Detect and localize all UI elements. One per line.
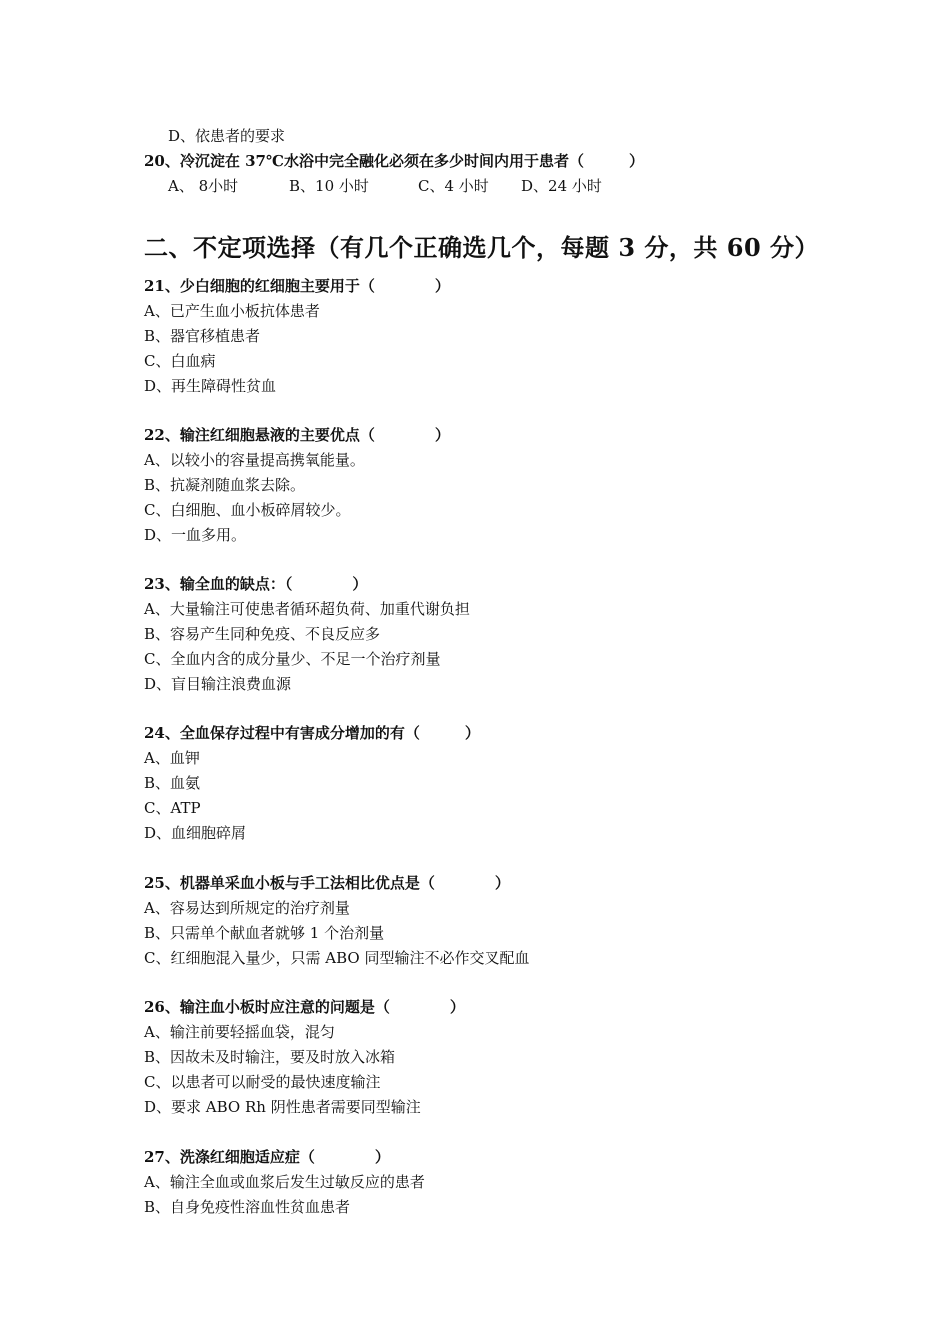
option: D、再生障碍性贫血 [144, 377, 277, 395]
option: A、以较小的容量提高携氧能量。 [144, 451, 365, 469]
question-title: 25、机器单采血小板与手工法相比优点是（ ） [144, 874, 510, 892]
q20-option-b: B、10 小时 [289, 177, 369, 195]
q20-option-d: D、24 小时 [521, 177, 602, 195]
option: C、红细胞混入量少，只需 ABO 同型输注不必作交叉配血 [144, 949, 530, 967]
q20-option-c: C、4 小时 [418, 177, 489, 195]
question-title: 26、输注血小板时应注意的问题是（ ） [144, 998, 465, 1016]
question-title: 22、输注红细胞悬液的主要优点（ ） [144, 426, 450, 444]
option: C、白细胞、血小板碎屑较少。 [144, 501, 351, 519]
option: A、血钾 [144, 749, 200, 767]
option: A、大量输注可使患者循环超负荷、加重代谢负担 [144, 600, 470, 618]
option: C、全血内含的成分量少、不足一个治疗剂量 [144, 650, 441, 668]
question-title: 27、洗涤红细胞适应症（ ） [144, 1148, 390, 1166]
question-title: 24、全血保存过程中有害成分增加的有（ ） [144, 724, 480, 742]
option: B、因故未及时输注，要及时放入冰箱 [144, 1048, 396, 1066]
option: D、血细胞碎屑 [144, 824, 247, 842]
option: A、容易达到所规定的治疗剂量 [144, 899, 350, 917]
question-title: 23、输全血的缺点：（ ） [144, 575, 368, 593]
section-heading: 二、不定项选择（有几个正确选几个，每题 3 分，共 60 分） [144, 233, 820, 262]
q20-option-a: A、 8小时 [168, 177, 239, 195]
option: B、抗凝剂随血浆去除。 [144, 476, 306, 494]
option: D、一血多用。 [144, 526, 247, 544]
option: A、已产生血小板抗体患者 [144, 302, 320, 320]
option: C、白血病 [144, 352, 216, 370]
option: B、自身免疫性溶血性贫血患者 [144, 1198, 351, 1216]
option: C、以患者可以耐受的最快速度输注 [144, 1073, 381, 1091]
q19-option-d: D、依患者的要求 [168, 127, 286, 145]
option: B、血氨 [144, 774, 201, 792]
option: B、容易产生同种免疫、不良反应多 [144, 625, 381, 643]
option: D、要求 ABO Rh 阴性患者需要同型输注 [144, 1098, 421, 1116]
question-title: 21、少白细胞的红细胞主要用于（ ） [144, 277, 450, 295]
q20-title: 20、冷沉淀在 37℃水浴中完全融化必须在多少时间内用于患者（ ） [144, 152, 644, 170]
option: D、盲目输注浪费血源 [144, 675, 292, 693]
option: B、器官移植患者 [144, 327, 261, 345]
option: B、只需单个献血者就够 1 个治剂量 [144, 924, 385, 942]
option: A、输注全血或血浆后发生过敏反应的患者 [144, 1173, 425, 1191]
option: C、ATP [144, 799, 201, 817]
option: A、输注前要轻摇血袋，混匀 [144, 1023, 335, 1041]
